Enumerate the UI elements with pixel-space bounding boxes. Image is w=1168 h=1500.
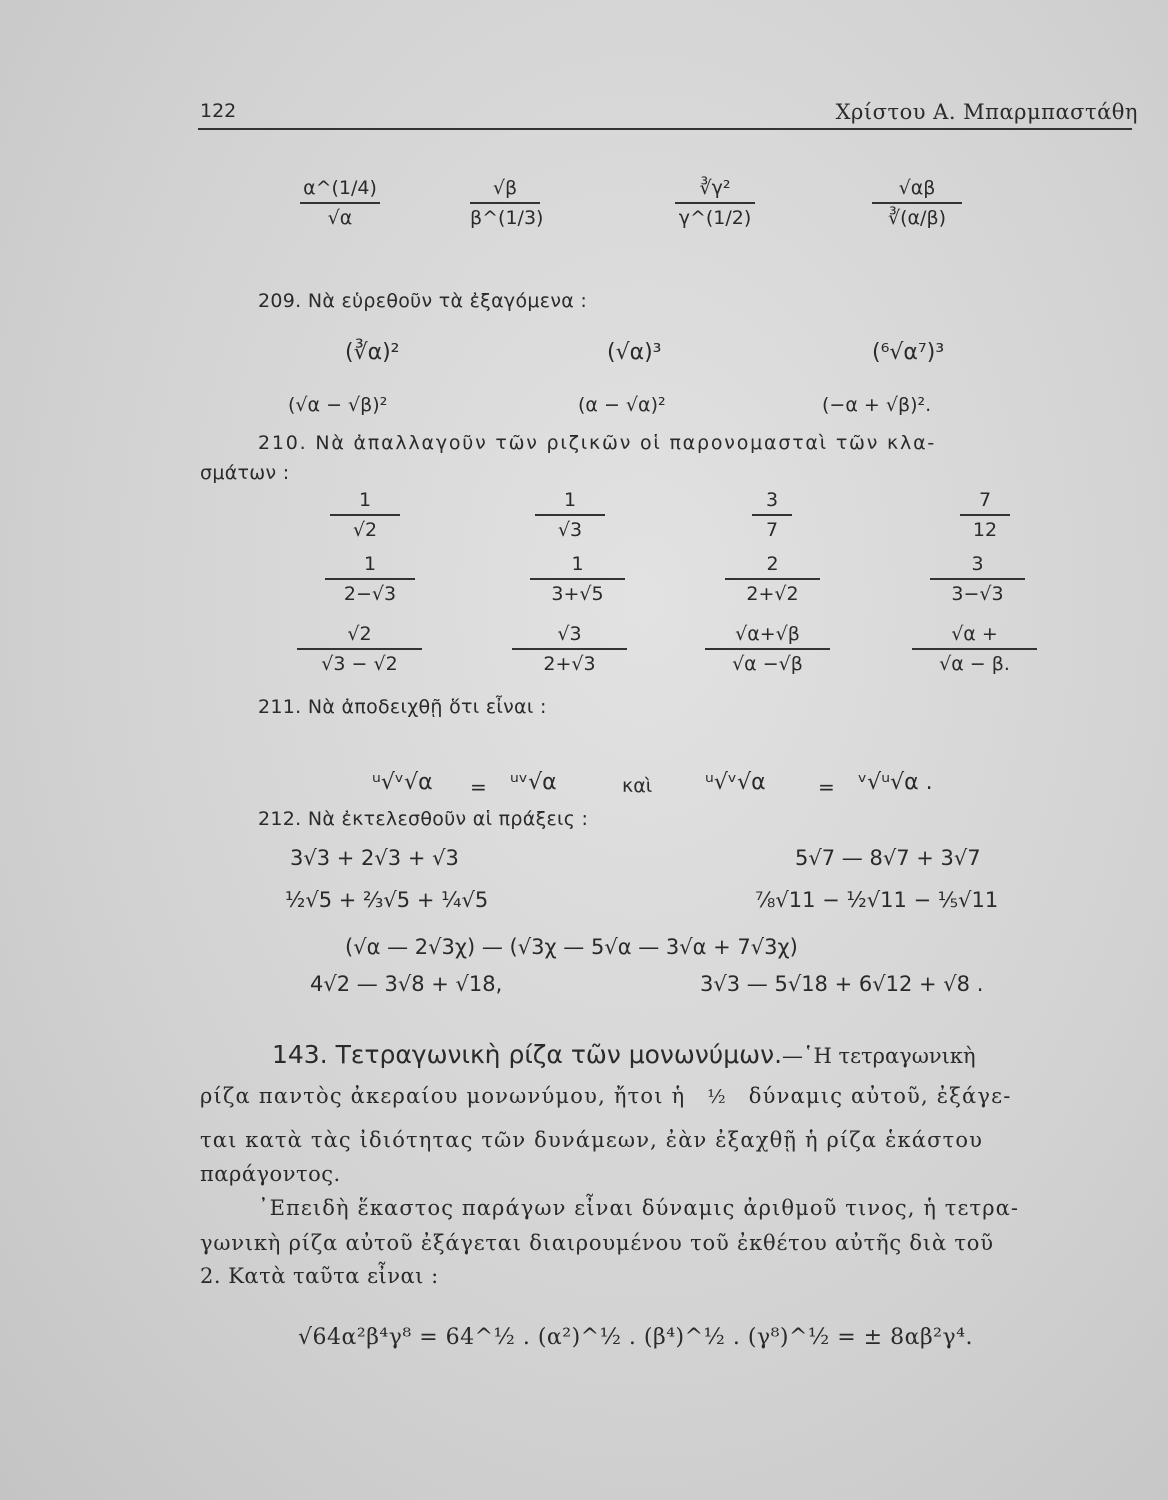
ex210-frac-5: 1 2−√3 (325, 552, 415, 606)
ex212-line1-right: 5√7 — 8√7 + 3√7 (795, 846, 981, 870)
ex211-eq2-left: ᵘ√ᵛ√α (705, 770, 766, 795)
ex210-frac-2: 1 √3 (535, 488, 605, 542)
ex210-title-cont: σμάτων : (200, 462, 290, 484)
section-143-p1-line4: παράγοντος. (200, 1162, 341, 1186)
section-143-p1-text-b: δύναμις αὐτοῦ, ἐξάγε- (748, 1084, 1012, 1108)
section-143-p2-line2: γωνικὴ ρίζα αὐτοῦ ἐξάγεται διαιρουμένου τοῦ ἐκθέτου αὐτῆς διὰ τοῦ (200, 1231, 994, 1255)
section-143-p2-line3: 2. Κατὰ ταῦτα εἶναι : (200, 1264, 439, 1288)
ex212-line2-left: ½√5 + ⅔√5 + ¼√5 (285, 888, 489, 912)
header-rule (198, 128, 1132, 130)
section-143-title-rest: —῾Η τετραγωνικὴ (782, 1044, 976, 1068)
section-143-p2-line1: ᾿Επειδὴ ἕκαστος παράγων εἶναι δύναμις ἀριθμοῦ τινος, ἡ τετρα- (258, 1196, 1020, 1220)
ex209-expr-5: (α − √α)² (578, 394, 666, 416)
ex211-eq1-left: ᵘ√ᵛ√α (372, 770, 433, 795)
ex210-title: 210. Νὰ ἀπαλλαγοῦν τῶν ριζικῶν οἱ παρονομασταὶ τῶν κλα- (258, 432, 937, 454)
ex210-frac-6: 1 3+√5 (530, 552, 625, 606)
ex209-expr-3: (⁶√α⁷)³ (872, 340, 945, 365)
ex208-frac-2: √β β^(1/3) (470, 177, 544, 229)
section-143-p1-fraction: ½ (707, 1086, 727, 1108)
ex211-title: 211. Νὰ ἀποδειχθῇ ὅτι εἶναι : (258, 696, 547, 718)
ex209-title: 209. Νὰ εὑρεθοῦν τὰ ἐξαγόμενα : (258, 290, 588, 312)
ex212-line4-right: 3√3 — 5√18 + 6√12 + √8 . (700, 972, 984, 996)
ex208-frac-4: √αβ ∛(α/β) (872, 176, 962, 230)
ex210-frac-1: 1 √2 (330, 488, 400, 542)
ex212-line3: (√α — 2√3χ) — (√3χ — 5√α — 3√α + 7√3χ) (345, 935, 798, 959)
section-143-title: 143. Τετραγωνικὴ ρίζα τῶν μονωνύμων. (272, 1040, 783, 1069)
ex212-title: 212. Νὰ ἐκτελεσθοῦν αἱ πράξεις : (258, 808, 589, 830)
ex210-frac-11: √α+√β √α −√β (705, 622, 830, 676)
running-header-author: Χρίστου Α. Μπαρμπαστάθη (835, 100, 1138, 124)
page-number: 122 (200, 100, 237, 122)
ex210-frac-12: √α + √α − β. (912, 622, 1037, 676)
ex211-eq2-right: ᵛ√ᵘ√α . (858, 770, 933, 795)
section-143-p1-text-a: ρίζα παντὸς ἀκεραίου μονωνύμου, ἤτοι ἡ (200, 1084, 686, 1108)
ex210-frac-8: 3 3−√3 (930, 552, 1025, 606)
ex212-line2-right: ⅞√11 − ½√11 − ⅕√11 (755, 888, 999, 912)
section-143-heading (272, 1040, 976, 1069)
ex210-frac-9: √2 √3 − √2 (297, 622, 422, 676)
ex209-expr-2: (√α)³ (607, 340, 662, 365)
ex208-frac-3: ∛γ² γ^(1/2) (675, 176, 755, 230)
ex210-frac-10: √3 2+√3 (512, 622, 627, 676)
ex211-eq1-right: ᵘᵛ√α (510, 770, 557, 795)
ex212-line4-left: 4√2 — 3√8 + √18, (310, 972, 503, 996)
ex208-frac-1: α^(1/4) √α (300, 176, 380, 230)
ex209-expr-4: (√α − √β)² (288, 394, 388, 416)
ex211-eq1-equals: = (470, 775, 487, 799)
ex209-expr-6: (−α + √β)². (822, 394, 932, 416)
ex210-frac-7: 2 2+√2 (725, 552, 820, 606)
ex209-expr-1: (∛α)² (345, 340, 400, 365)
ex211-eq2-equals: = (818, 775, 835, 799)
ex210-frac-3: 3 7 (752, 488, 792, 542)
ex210-frac-4: 7 12 (960, 488, 1010, 542)
section-143-p1-line3: ται κατὰ τὰς ἰδιότητας τῶν δυνάμεων, ἐὰν ἐξαχθῇ ἡ ρίζα ἑκάστου (200, 1128, 984, 1152)
ex212-line1-left: 3√3 + 2√3 + √3 (290, 846, 459, 870)
section-143-final-equation: √64α²β⁴γ⁸ = 64^½ . (α²)^½ . (β⁴)^½ . (γ⁸)^½ = ± 8αβ²γ⁴. (298, 1325, 973, 1350)
ex211-kai: καὶ (622, 775, 653, 797)
section-143-p1-line2 (200, 1084, 1012, 1108)
